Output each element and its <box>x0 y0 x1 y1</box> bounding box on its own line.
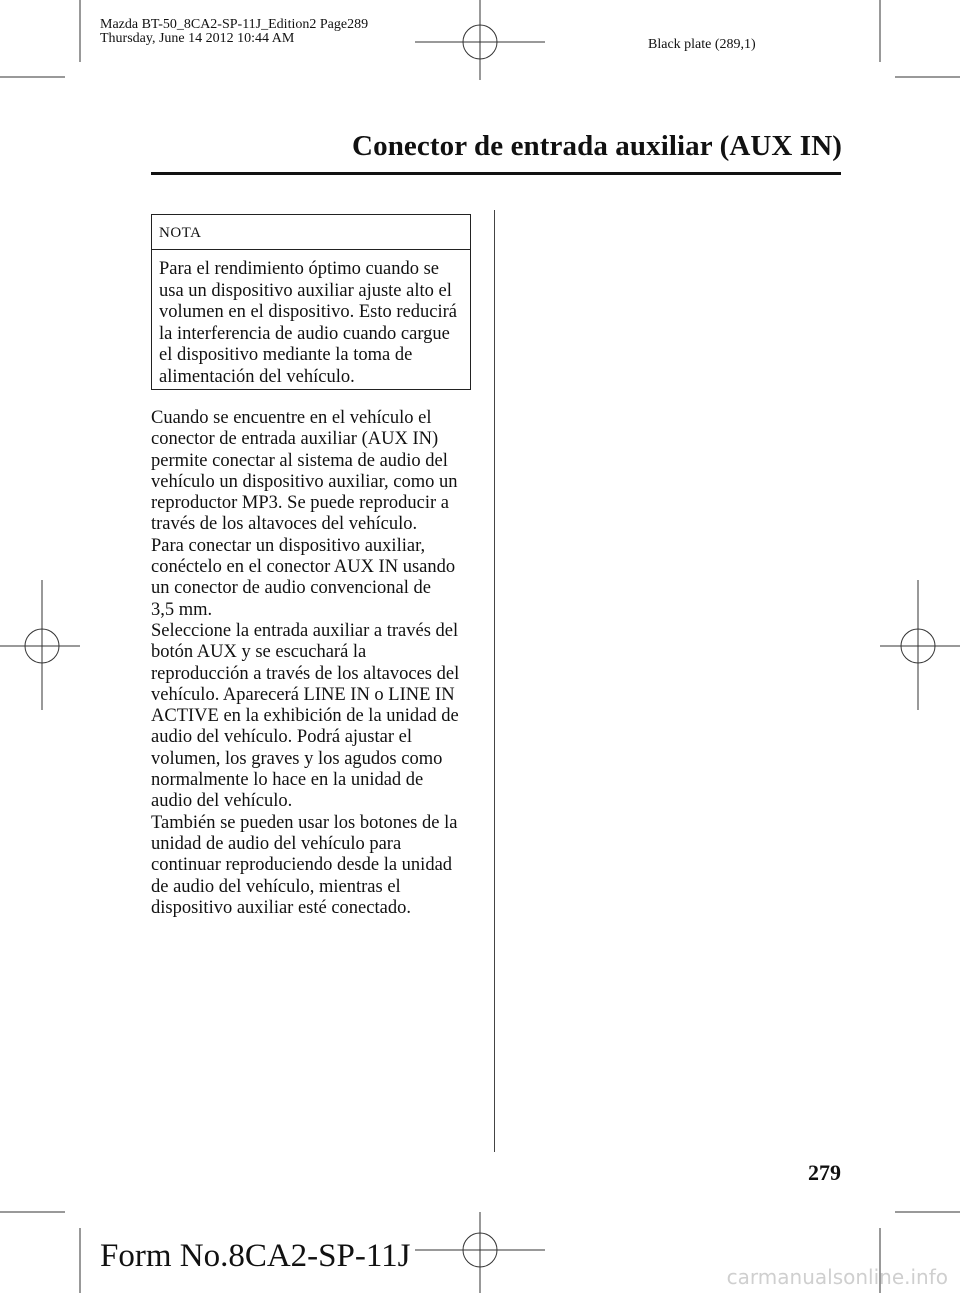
registration-target-top <box>415 0 545 80</box>
registration-target-right <box>880 580 960 710</box>
file-info-line1: Mazda BT-50_8CA2-SP-11J_Edition2 Page289 <box>100 17 369 32</box>
body-paragraph: Cuando se encuentre en el vehículo el conector de entrada auxiliar (AUX IN) permite conectar al sistema de audio del vehículo un dispositivo auxiliar, como un reproductor MP3. Se puede reproducir a través de los altavoces del vehículo. Para conectar un dispositivo auxiliar, conéctelo en el conector AUX IN usando un conector de audio convencional de 3,5 mm. Seleccione la entrada auxiliar a través del botón AUX y se escuchará la reproducción a través de los altavoces del vehículo. Aparecerá LINE IN o LINE IN ACTIVE en la exhibición de la unidad de audio del vehículo. Podrá ajustar el volumen, los graves y los agudos como normalmente lo hace en la unidad de audio del vehículo. También se pueden usar los botones de la unidad de audio del vehículo para continuar reproduciendo desde la unidad de audio del vehículo, mientras el dispositivo auxiliar esté conectado. <box>151 408 460 918</box>
black-plate-label: Black plate (289,1) <box>648 37 756 52</box>
registration-target-bottom <box>415 1212 545 1293</box>
file-info-line2: Thursday, June 14 2012 10:44 AM <box>100 31 295 46</box>
page-number: 279 <box>808 1160 841 1185</box>
title-rule <box>151 172 841 175</box>
note-label: NOTA <box>159 225 202 241</box>
registration-target-left <box>0 580 80 710</box>
note-header <box>152 215 470 250</box>
section-title: Conector de entrada auxiliar (AUX IN) <box>352 130 842 162</box>
note-box <box>151 214 471 390</box>
form-number-footer: Form No.8CA2-SP-11J <box>100 1238 411 1274</box>
note-text: Para el rendimiento óptimo cuando se usa un dispositivo auxiliar ajuste alto el volumen en el dispositivo. Esto reducirá la interferencia de audio cuando cargue el dispositivo mediante la toma de alimentación del vehículo. <box>159 259 457 387</box>
watermark: carmanualsonline.info <box>726 1265 948 1289</box>
column-divider <box>494 210 495 1152</box>
